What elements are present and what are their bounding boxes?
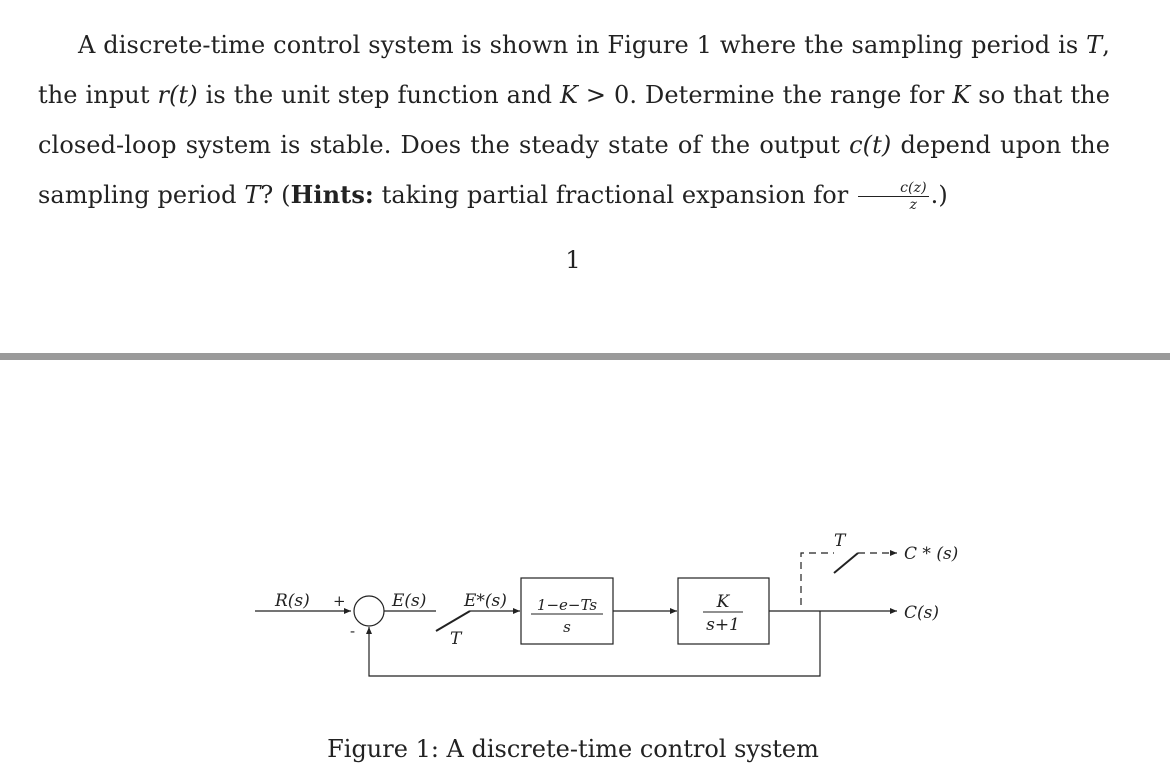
- plant-denominator: s+1: [706, 615, 740, 635]
- text-segment: > 0. Determine the range for: [578, 81, 953, 109]
- zoh-numerator: 1−e−Ts: [536, 596, 598, 614]
- figure-caption: Figure 1: A discrete-time control system: [327, 735, 819, 763]
- fraction-cz-over-z: [858, 180, 929, 213]
- minus-sign: -: [350, 622, 356, 640]
- var-T: T: [1086, 31, 1103, 59]
- text-segment: taking partial fractional expansion for: [373, 181, 857, 209]
- page-divider: [0, 353, 1170, 360]
- zoh-denominator: s: [563, 618, 571, 636]
- hints-label: Hints:: [290, 180, 374, 209]
- fraction-denominator: z: [909, 197, 918, 213]
- input-label: R(s): [275, 591, 310, 611]
- page-number: 1: [565, 246, 581, 274]
- text-segment: depend upon the sampling period: [38, 131, 1110, 209]
- output-sampler-label: T: [834, 531, 846, 551]
- text-segment: , the input: [38, 31, 1110, 109]
- input-sampler-switch: [436, 611, 470, 631]
- input-sampler-label: T: [450, 629, 462, 649]
- output-sampler-switch: [834, 553, 858, 573]
- text-segment: ? (: [260, 181, 291, 209]
- error-label: E(s): [392, 591, 427, 611]
- block-diagram: [0, 360, 1170, 732]
- plus-sign: +: [333, 592, 346, 610]
- fraction-numerator: c(z): [858, 180, 929, 197]
- output-sampler-dashed-path: [801, 553, 834, 605]
- text-segment: is the unit step function and: [197, 81, 560, 109]
- var-T: T: [244, 181, 261, 209]
- text-segment: A discrete-time control system is shown in Figure 1 where the sampling period is: [78, 31, 1087, 59]
- var-K: K: [952, 81, 971, 109]
- problem-statement: [38, 20, 1110, 220]
- sampled-error-label: E*(s): [464, 591, 507, 611]
- text-segment: .): [930, 181, 948, 209]
- output-label: C(s): [904, 603, 939, 623]
- var-r-of-t: r(t): [157, 81, 198, 109]
- var-K: K: [559, 81, 579, 109]
- summing-junction: [354, 596, 384, 626]
- text-segment: so that the closed-loop system is stable. Does the steady state of the output: [38, 81, 1111, 159]
- sampled-output-label: C * (s): [904, 544, 959, 564]
- plant-numerator: K: [716, 592, 730, 612]
- var-c-of-t: c(t): [849, 131, 892, 159]
